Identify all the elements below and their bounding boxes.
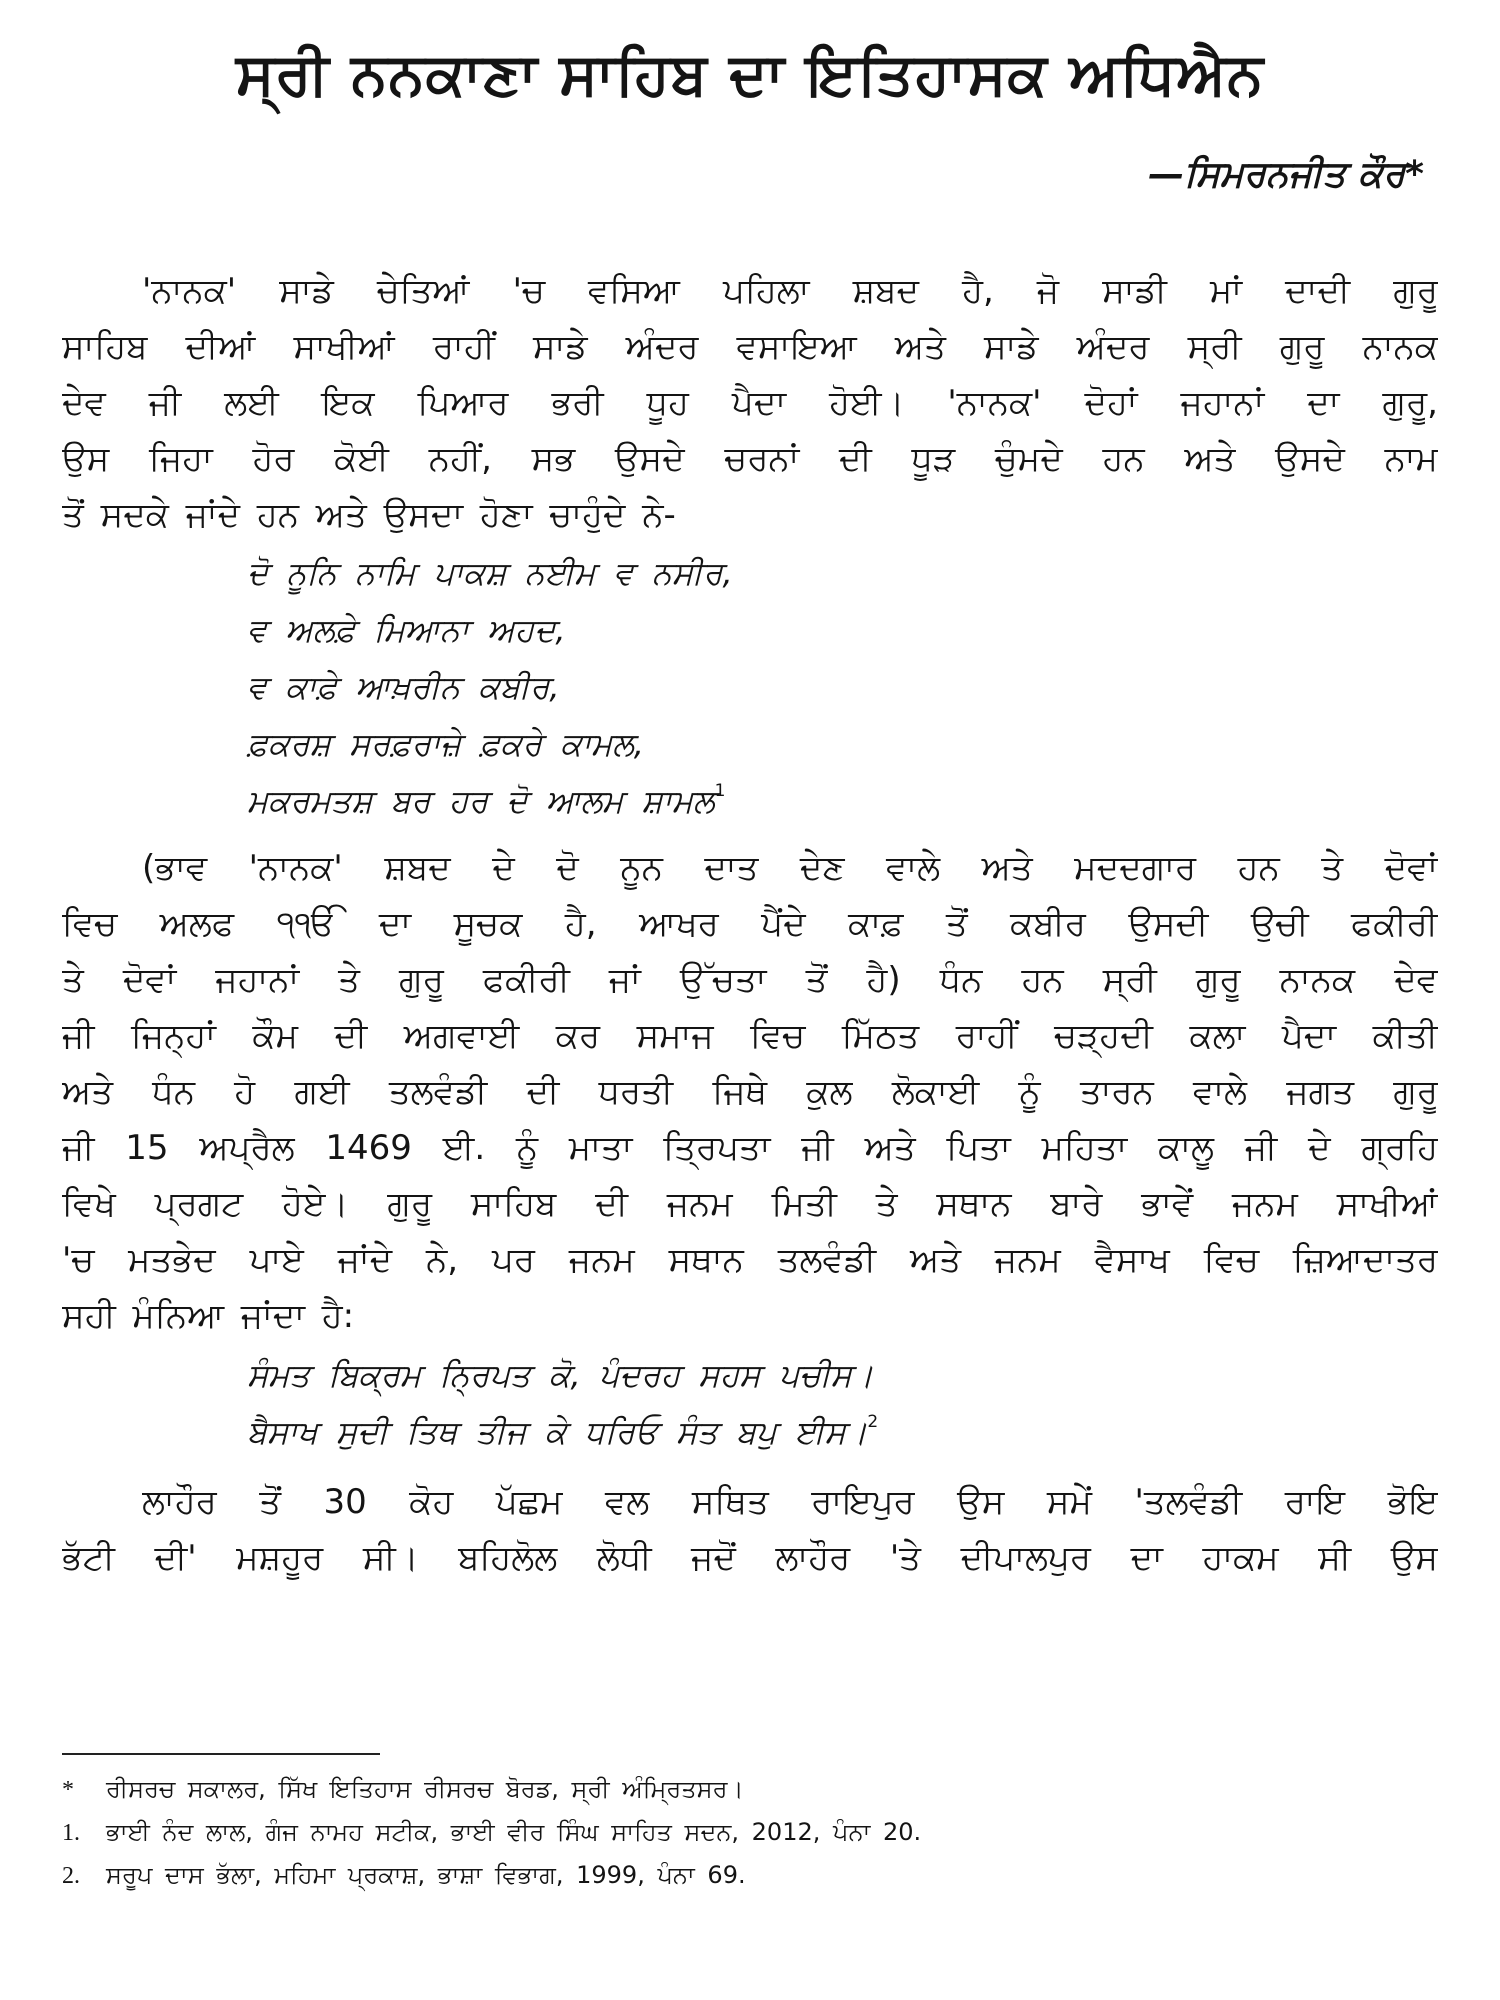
verse-line-text: ਬੈਸਾਖ ਸੁਦੀ ਤਿਥ ਤੀਜ ਕੇ ਧਰਿਓ ਸੰਤ ਬਪੁ ਈਸ। <box>247 1413 868 1451</box>
text-line: ਜੀ 15 ਅਪ੍ਰੈਲ 1469 ਈ. ਨੂੰ ਮਾਤਾ ਤ੍ਰਿਪਤਾ ਜੀ ਅਤੇ ਪਿਤਾ ਮਹਿਤਾ ਕਾਲੂ ਜੀ ਦੇ ਗ੍ਰਹਿ <box>62 1128 1438 1168</box>
text-line: ਦੇਵ ਜੀ ਲਈ ਇਕ ਪਿਆਰ ਭਰੀ ਧੂਹ ਪੈਦਾ ਹੋਈ। 'ਨਾਨਕ' ਦੋਹਾਂ ਜਹਾਨਾਂ ਦਾ ਗੁਰੂ, <box>62 383 1438 423</box>
footnote-text: ਭਾਈ ਨੰਦ ਲਾਲ, ਗੰਜ ਨਾਮਹ ਸਟੀਕ, ਭਾਈ ਵੀਰ ਸਿੰਘ ਸਾਹਿਤ ਸਦਨ, 2012, ਪੰਨਾ 20. <box>106 1818 922 1846</box>
footnote-mark: 2. <box>62 1863 80 1889</box>
text-line: ਲਾਹੌਰ ਤੋਂ 30 ਕੋਹ ਪੱਛਮ ਵਲ ਸਥਿਤ ਰਾਇਪੁਰ ਉਸ ਸਮੇਂ 'ਤਲਵੰਡੀ ਰਾਇ ਭੋਇ <box>142 1482 1438 1522</box>
footnote-mark: * <box>62 1777 74 1803</box>
text-line: ਵਿਚ ਅਲਫ ੧ੴ ਦਾ ਸੂਚਕ ਹੈ, ਆਖਰ ਪੈਂਦੇ ਕਾਫ਼ ਤੋਂ ਕਬੀਰ ਉਸਦੀ ਉਚੀ ਫਕੀਰੀ <box>62 904 1438 944</box>
verse-line-text: ਮਕਰਮਤਸ਼ ਬਰ ਹਰ ਦੋ ਆਲਮ ਸ਼ਾਮਲ <box>247 782 715 820</box>
footnote-item <box>62 1814 1438 1850</box>
text-line: ਜੀ ਜਿਨ੍ਹਾਂ ਕੌਮ ਦੀ ਅਗਵਾਈ ਕਰ ਸਮਾਜ ਵਿਚ ਮਿੱਠਤ ਰਾਹੀਂ ਚੜ੍ਹਦੀ ਕਲਾ ਪੈਦਾ ਕੀਤੀ <box>62 1016 1438 1056</box>
text-line: ਤੇ ਦੋਵਾਂ ਜਹਾਨਾਂ ਤੇ ਗੁਰੂ ਫਕੀਰੀ ਜਾਂ ਉੱਚਤਾ ਤੋਂ ਹੈ) ਧੰਨ ਹਨ ਸ੍ਰੀ ਗੁਰੂ ਨਾਨਕ ਦੇਵ <box>62 960 1438 1000</box>
verse-line: ਦੋ ਨੂਨਿ ਨਾਮਿ ਪਾਕਸ਼ ਨਈਮ ਵ ਨਸੀਰ, <box>247 554 733 592</box>
text-line: (ਭਾਵ 'ਨਾਨਕ' ਸ਼ਬਦ ਦੇ ਦੋ ਨੂਨ ਦਾਤ ਦੇਣ ਵਾਲੇ ਅਤੇ ਮਦਦਗਾਰ ਹਨ ਤੇ ਦੋਵਾਂ <box>142 848 1438 888</box>
verse-line <box>247 1407 878 1457</box>
footnote-divider <box>62 1753 380 1755</box>
text-line: 'ਨਾਨਕ' ਸਾਡੇ ਚੇਤਿਆਂ 'ਚ ਵਸਿਆ ਪਹਿਲਾ ਸ਼ਬਦ ਹੈ, ਜੋ ਸਾਡੀ ਮਾਂ ਦਾਦੀ ਗੁਰੂ <box>142 271 1438 311</box>
footnote-text: ਸਰੂਪ ਦਾਸ ਭੱਲਾ, ਮਹਿਮਾ ਪ੍ਰਕਾਸ਼, ਭਾਸ਼ਾ ਵਿਭਾਗ, 1999, ਪੰਨਾ 69. <box>106 1861 746 1889</box>
text-line: ਅਤੇ ਧੰਨ ਹੋ ਗਈ ਤਲਵੰਡੀ ਦੀ ਧਰਤੀ ਜਿਥੇ ਕੁਲ ਲੋਕਾਈ ਨੂੰ ਤਾਰਨ ਵਾਲੇ ਜਗਤ ਗੁਰੂ <box>62 1072 1438 1112</box>
text-line: ਸਾਹਿਬ ਦੀਆਂ ਸਾਖੀਆਂ ਰਾਹੀਂ ਸਾਡੇ ਅੰਦਰ ਵਸਾਇਆ ਅਤੇ ਸਾਡੇ ਅੰਦਰ ਸ੍ਰੀ ਗੁਰੂ ਨਾਨਕ <box>62 327 1438 367</box>
article-title: ਸ੍ਰੀ ਨਨਕਾਣਾ ਸਾਹਿਬ ਦਾ ਇਤਿਹਾਸਕ ਅਧਿਐਨ <box>235 40 1265 108</box>
article-page <box>62 0 1438 2000</box>
text-line: ਉਸ ਜਿਹਾ ਹੋਰ ਕੋਈ ਨਹੀਂ, ਸਭ ਉਸਦੇ ਚਰਨਾਂ ਦੀ ਧੂੜ ਚੁੰਮਦੇ ਹਨ ਅਤੇ ਉਸਦੇ ਨਾਮ <box>62 439 1438 479</box>
verse-line: ਵ ਕਾਫ਼ੇ ਆਖ਼ਰੀਨ ਕਬੀਰ, <box>247 668 560 706</box>
author-name: —ਸਿਮਰਨਜੀਤ ਕੌਰ* <box>1148 154 1424 195</box>
footnote-mark: 1. <box>62 1820 80 1846</box>
footnote-ref-1[interactable]: 1 <box>714 781 726 801</box>
text-line: ਤੋਂ ਸਦਕੇ ਜਾਂਦੇ ਹਨ ਅਤੇ ਉਸਦਾ ਹੋਣਾ ਚਾਹੁੰਦੇ ਨੇ- <box>62 495 676 535</box>
text-line: 'ਚ ਮਤਭੇਦ ਪਾਏ ਜਾਂਦੇ ਨੇ, ਪਰ ਜਨਮ ਸਥਾਨ ਤਲਵੰਡੀ ਅਤੇ ਜਨਮ ਵੈਸਾਖ ਵਿਚ ਜ਼ਿਆਦਾਤਰ <box>62 1240 1438 1280</box>
footnote-item <box>62 1771 1438 1807</box>
text-line: ਸਹੀ ਮੰਨਿਆ ਜਾਂਦਾ ਹੈ: <box>62 1296 355 1336</box>
footnote-ref-2[interactable]: 2 <box>867 1412 879 1432</box>
text-line: ਵਿਖੇ ਪ੍ਰਗਟ ਹੋਏ। ਗੁਰੂ ਸਾਹਿਬ ਦੀ ਜਨਮ ਮਿਤੀ ਤੇ ਸਥਾਨ ਬਾਰੇ ਭਾਵੇਂ ਜਨਮ ਸਾਖੀਆਂ <box>62 1184 1438 1224</box>
footnote-text: ਰੀਸਰਚ ਸਕਾਲਰ, ਸਿੱਖ ਇਤਿਹਾਸ ਰੀਸਰਚ ਬੋਰਡ, ਸ੍ਰੀ ਅੰਮ੍ਰਿਤਸਰ। <box>106 1775 744 1803</box>
verse-line: ਸੰਮਤ ਬਿਕ੍ਰਮ ਨ੍ਰਿਪਤ ਕੋ, ਪੰਦਰਹ ਸਹਸ ਪਚੀਸ। <box>247 1356 874 1394</box>
text-line: ਭੱਟੀ ਦੀ' ਮਸ਼ਹੂਰ ਸੀ। ਬਹਿਲੋਲ ਲੋਧੀ ਜਦੋਂ ਲਾਹੌਰ 'ਤੇ ਦੀਪਾਲਪੁਰ ਦਾ ਹਾਕਮ ਸੀ ਉਸ <box>62 1538 1438 1578</box>
verse-line: ਵ ਅਲਫ਼ੇ ਮਿਆਨਾ ਅਹਦ, <box>247 611 566 649</box>
footnote-item <box>62 1857 1438 1893</box>
verse-line: ਫ਼ਕਰਸ਼ ਸਰਫ਼ਰਾਜ਼ੇ ਫ਼ਕਰੇ ਕਾਮਲ, <box>247 725 644 763</box>
verse-line <box>247 776 725 826</box>
